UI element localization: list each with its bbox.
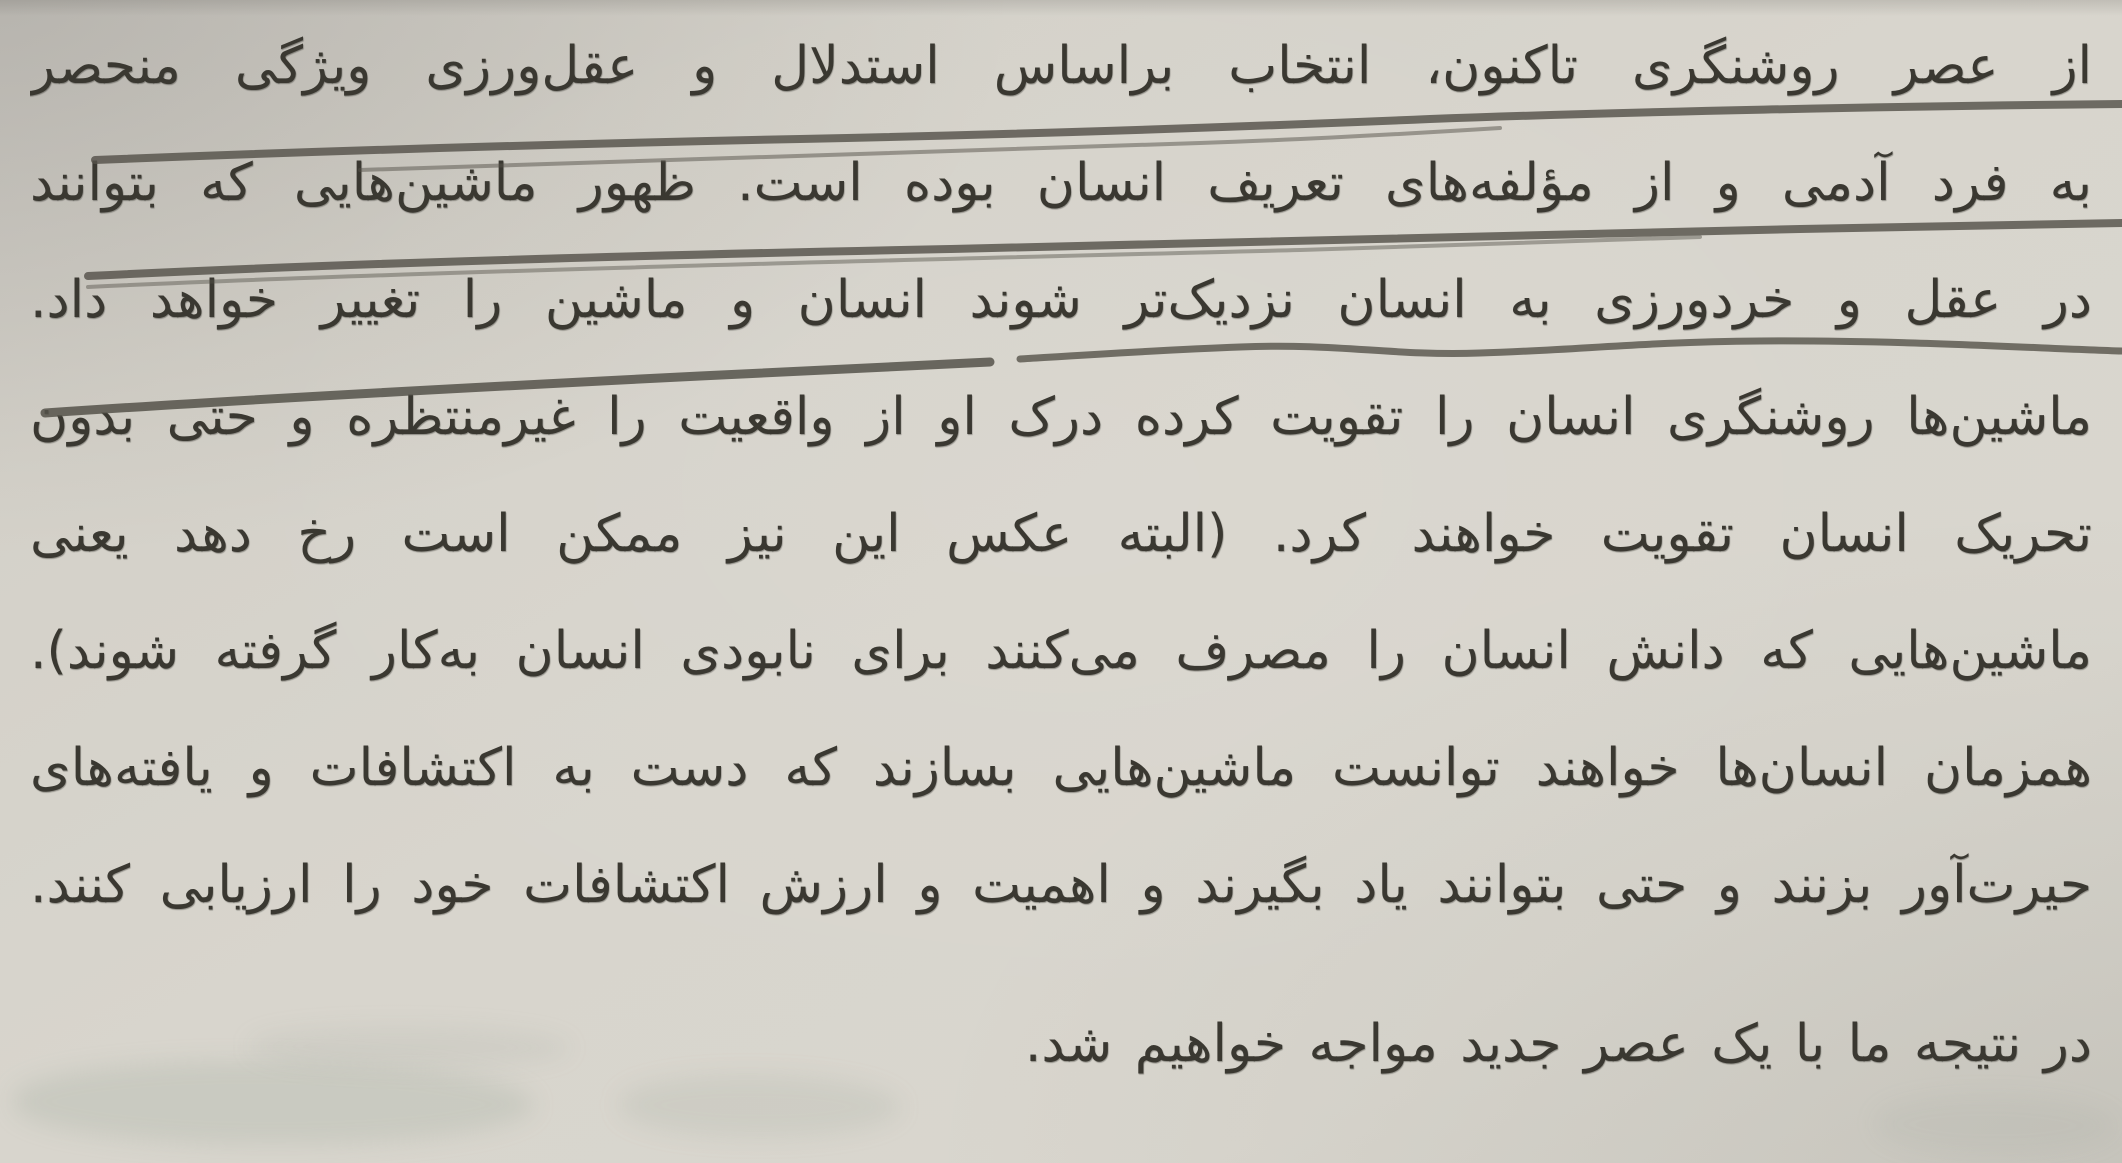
text-line-4: ماشین‌ها روشنگری انسان را تقویت کرده درک او از واقعیت را غیرمنتظره و حتی بدون (30, 387, 2092, 447)
text-line-7: همزمان انسان‌ها خواهند توانست ماشین‌هایی بسازند که دست به اکتشافات و یافته‌های (30, 738, 2092, 798)
text-line-1-underlined: از عصر روشنگری تاکنون، انتخاب براساس استدلال و عقل‌ورزی ویژگی منحصر (30, 36, 2092, 96)
text-line-6: ماشین‌هایی که دانش انسان را مصرف می‌کنند برای نابودی انسان به‌کار گرفته شوند). (30, 621, 2092, 681)
text-line-3-underlined: در عقل و خردورزی به انسان نزدیک‌تر شوند انسان و ماشین را تغییر خواهد داد. (30, 270, 2092, 330)
text-line-9: در نتیجه ما با یک عصر جدید مواجه خواهیم شد. (1024, 1014, 2092, 1074)
text-line-8: حیرت‌آور بزنند و حتی بتوانند یاد بگیرند و اهمیت و ارزش اکتشافات خود را ارزیابی کنند. (30, 855, 2092, 915)
text-line-5: تحریک انسان تقویت خواهند کرد. (البته عکس این نیز ممکن است رخ دهد یعنی (30, 504, 2092, 564)
paragraph (30, 8, 2092, 1163)
text-line-2-underlined: به فرد آدمی و از مؤلفه‌های تعریف انسان بوده است. ظهور ماشین‌هایی که بتوانند (30, 153, 2092, 213)
